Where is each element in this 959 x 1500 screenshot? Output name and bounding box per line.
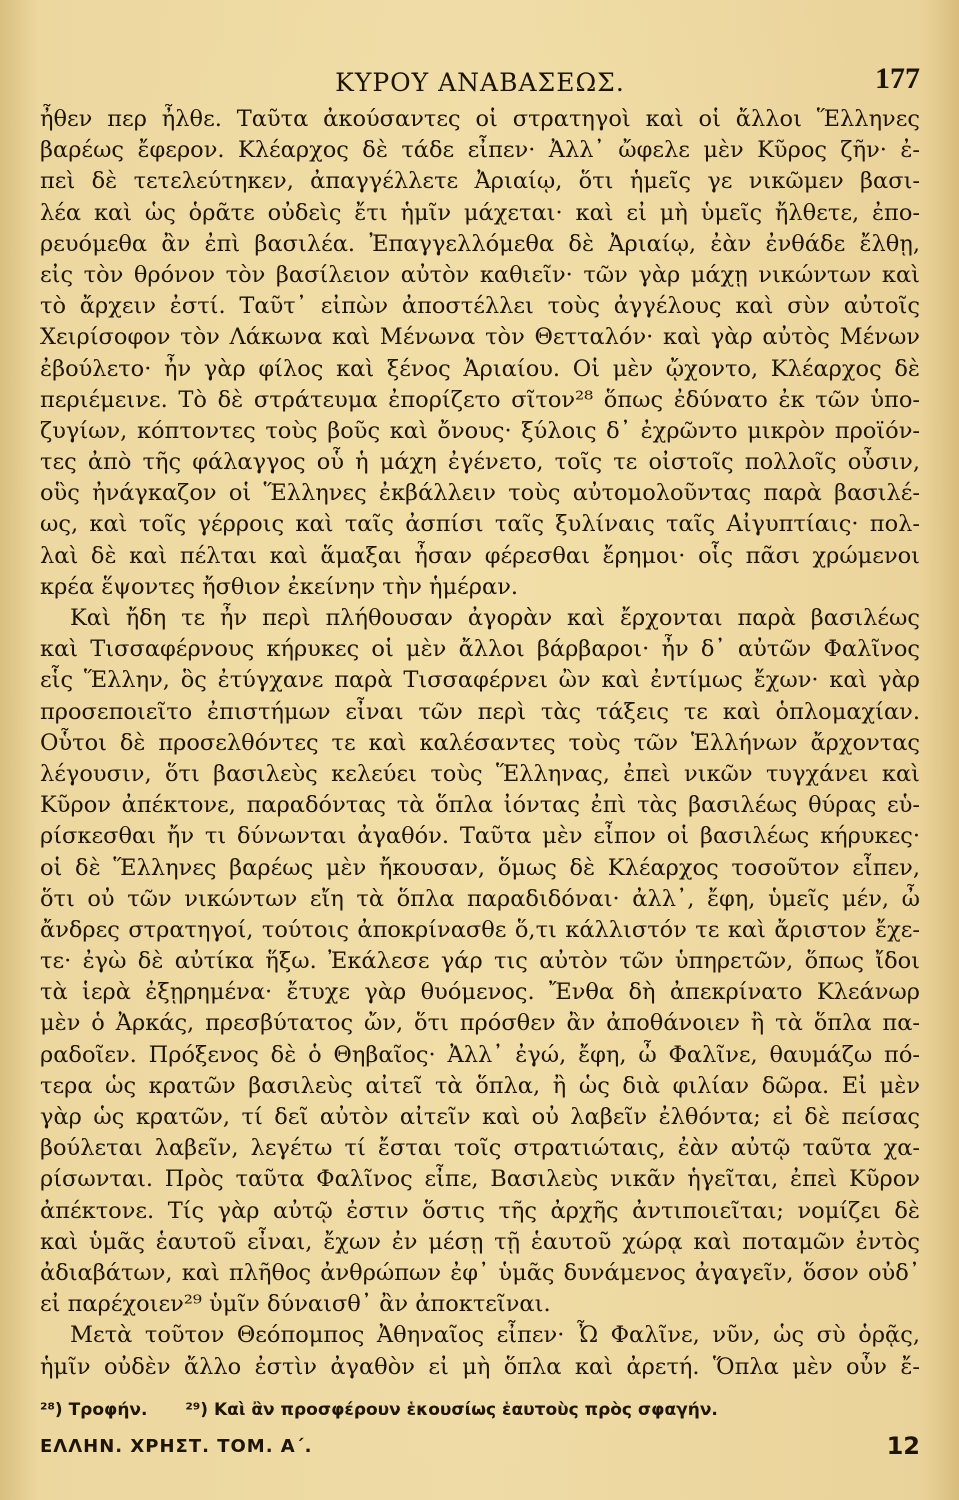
text-line: ἀπέκτονε. Τίς γὰρ αὐτῷ ἐστιν ὅστις τῆς ἀρχῆς ἀντιποιεῖται; νομίζει δὲ (40, 1197, 920, 1224)
running-title: ΚΥΡΟΥ ΑΝΑΒΑΣΕΩΣ. (335, 68, 625, 97)
printer-signature: ΕΛΛΗΝ. ΧΡΗΣΤ. ΤΟΜ. Α΄. (40, 1436, 313, 1457)
text-line: λαὶ δὲ καὶ πέλται καὶ ἅμαξαι ἦσαν φέρεσθαι ἔρημοι· οἷς πᾶσι χρώμενοι (40, 542, 920, 569)
text-line: τὸ ἄρχειν ἐστί. Ταῦτ᾽ εἰπὼν ἀποστέλλει τοὺς ἀγγέλους καὶ σὺν αὐτοῖς (40, 293, 920, 320)
footnote: ²⁸) Τροφήν. (40, 1400, 148, 1420)
text-line: ὅτι οὐ τῶν νικώντων εἴη τὰ ὅπλα παραδιδόναι· ἀλλ᾽, ἔφη, ὑμεῖς μέν, ὦ (40, 885, 920, 912)
page-number: 177 (875, 62, 920, 95)
text-line: τὰ ἱερὰ ἐξῃρημένα· ἔτυχε γὰρ θυόμενος. Ἔνθα δὴ ἀπεκρίνατο Κλεάνωρ (40, 979, 920, 1006)
sheet-number: 12 (886, 1432, 920, 1460)
text-line: προσεποιεῖτο ἐπιστήμων εἶναι τῶν περὶ τὰς τάξεις τε καὶ ὁπλομαχίαν. (40, 698, 920, 725)
text-line: Καὶ ἤδη τε ἦν περὶ πλήθουσαν ἀγορὰν καὶ ἔρχονται παρὰ βασιλέως (70, 605, 920, 631)
text-line: κρέα ἕψοντες ἤσθιον ἐκείνην τὴν ἡμέραν. (40, 573, 519, 600)
text-line: ρίσκεσθαι ἤν τι δύνωνται ἀγαθόν. Ταῦτα μὲν εἶπον οἱ βασιλέως κήρυκες· (40, 823, 920, 850)
text-line: ως, καὶ τοῖς γέρροις καὶ ταῖς ἀσπίσι ταῖς ξυλίναις ταῖς Αἰγυπτίαις· πολ- (40, 511, 920, 538)
text-line: τες ἀπὸ τῆς φάλαγγος οὗ ἡ μάχη ἐγένετο, τοῖς τε οἰστοῖς πολλοῖς οὖσιν, (40, 449, 920, 476)
text-line: εἰ παρέχοιεν²⁹ ὑμῖν δύναισθ᾽ ἂν ἀποκτεῖναι. (40, 1291, 551, 1318)
text-line: καὶ Τισσαφέρνους κήρυκες οἱ μὲν ἄλλοι βάρβαροι· ἦν δ᾽ αὐτῶν Φαλῖνος (40, 636, 920, 663)
footnote: ²⁹) Καὶ ἂν προσφέρουν ἑκουσίως ἑαυτοὺς πρὸς σφαγήν. (185, 1400, 718, 1420)
text-line: ἀδιαβάτων, καὶ πλῆθος ἀνθρώπων ἐφ᾽ ὑμᾶς δυνάμενος ἀγαγεῖν, ὅσον οὐδ᾽ (40, 1259, 920, 1286)
text-line: περιέμεινε. Τὸ δὲ στράτευμα ἐπορίζετο σῖτον²⁸ ὅπως ἐδύνατο ἐκ τῶν ὑπο- (40, 386, 920, 413)
text-line: ζυγίων, κόπτοντες τοὺς βοῦς καὶ ὄνους· ξύλοις δ᾽ ἐχρῶντο μικρὸν προϊόν- (40, 417, 920, 444)
text-line: καὶ ὑμᾶς ἑαυτοῦ εἶναι, ἔχων ἐν μέσῃ τῇ ἑαυτοῦ χώρᾳ καὶ ποταμῶν ἐντὸς (40, 1228, 920, 1255)
text-line: λέα καὶ ὡς ὁρᾶτε οὐδεὶς ἔτι ἡμῖν μάχεται· καὶ εἰ μὴ ὑμεῖς ἤλθετε, ἐπο- (40, 199, 920, 226)
page-header (40, 62, 920, 102)
text-line: εἷς Ἕλλην, ὃς ἐτύγχανε παρὰ Τισσαφέρνει ὢν καὶ ἐντίμως ἔχων· καὶ γὰρ (40, 667, 920, 694)
text-line: ἄνδρες στρατηγοί, τούτοις ἀποκρίνασθε ὅ,τι κάλλιστόν τε καὶ ἄριστον ἔχε- (40, 916, 920, 943)
text-line: πεὶ δὲ τετελεύτηκεν, ἀπαγγέλλετε Ἀριαίῳ, ὅτι ἡμεῖς γε νικῶμεν βασι- (40, 168, 920, 195)
text-line: λέγουσιν, ὅτι βασιλεὺς κελεύει τοὺς Ἕλληνας, ἐπεὶ νικῶν τυγχάνει καὶ (40, 760, 920, 787)
text-line: οὓς ἠνάγκαζον οἱ Ἕλληνες ἐκβάλλειν τοὺς αὐτομολοῦντας παρὰ βασιλέ- (40, 480, 920, 507)
text-line: βούλεται λαβεῖν, λεγέτω τί ἔσται τοῖς στρατιώταις, ἐὰν αὐτῷ ταῦτα χα- (40, 1135, 920, 1162)
text-line: Μετὰ τοῦτον Θεόπομπος Ἀθηναῖος εἶπεν· Ὦ Φαλῖνε, νῦν, ὡς σὺ ὁρᾷς, (70, 1322, 920, 1349)
text-line: τερα ὡς κρατῶν βασιλεὺς αἰτεῖ τὰ ὅπλα, ἢ ὡς διὰ φιλίαν δῶρα. Εἰ μὲν (40, 1072, 920, 1099)
text-line: Οὗτοι δὲ προσελθόντες τε καὶ καλέσαντες τοὺς τῶν Ἑλλήνων ἄρχοντας (40, 729, 920, 756)
text-line: γὰρ ὡς κρατῶν, τί δεῖ αὐτὸν αἰτεῖν καὶ οὐ λαβεῖν ἐλθόντα; εἰ δὲ πείσας (40, 1104, 920, 1130)
footnotes (40, 1400, 920, 1420)
body-text (40, 104, 920, 1383)
text-line: οἱ δὲ Ἕλληνες βαρέως μὲν ἤκουσαν, ὅμως δὲ Κλέαρχος τοσοῦτον εἶπεν, (40, 854, 920, 881)
text-line: Χειρίσοφον τὸν Λάκωνα καὶ Μένωνα τὸν Θετταλόν· καὶ γὰρ αὐτὸς Μένων (40, 324, 920, 351)
text-line: ἐβούλετο· ἦν γὰρ φίλος καὶ ξένος Ἀριαίου. Οἱ μὲν ᾤχοντο, Κλέαρχος δὲ (40, 355, 920, 382)
text-line: βαρέως ἔφερον. Κλέαρχος δὲ τάδε εἶπεν· Ἀλλ᾽ ὤφελε μὲν Κῦρος ζῆν· ἐ- (40, 137, 920, 164)
text-line: ἡμῖν οὐδὲν ἄλλο ἐστὶν ἀγαθὸν εἰ μὴ ὅπλα καὶ ἀρετή. Ὅπλα μὲν οὖν ἔ- (40, 1353, 920, 1380)
page-footer (40, 1432, 920, 1462)
text-line: ἦθεν περ ἦλθε. Ταῦτα ἀκούσαντες οἱ στρατηγοὶ καὶ οἱ ἄλλοι Ἕλληνες (40, 106, 920, 132)
text-line: ραδοῖεν. Πρόξενος δὲ ὁ Θηβαῖος· Ἀλλ᾽ ἐγώ, ἔφη, ὦ Φαλῖνε, θαυμάζω πό- (40, 1041, 920, 1068)
text-line: ρευόμεθα ἂν ἐπὶ βασιλέα. Ἐπαγγελλόμεθα δὲ Ἀριαίῳ, ἐὰν ἐνθάδε ἔλθῃ, (40, 230, 920, 257)
text-line: μὲν ὁ Ἀρκάς, πρεσβύτατος ὤν, ὅτι πρόσθεν ἂν ἀποθάνοιεν ἢ τὰ ὅπλα πα- (40, 1010, 920, 1037)
text-line: ρίσωνται. Πρὸς ταῦτα Φαλῖνος εἶπε, Βασιλεὺς νικᾶν ἡγεῖται, ἐπεὶ Κῦρον (40, 1166, 920, 1193)
text-line: εἰς τὸν θρόνον τὸν βασίλειον αὐτὸν καθιεῖν· τῶν γὰρ μάχῃ νικώντων καὶ (40, 261, 920, 288)
text-line: τε· ἐγὼ δὲ αὐτίκα ἥξω. Ἐκάλεσε γάρ τις αὐτὸν τῶν ὑπηρετῶν, ὅπως ἴδοι (40, 948, 920, 975)
text-line: Κῦρον ἀπέκτονε, παραδόντας τὰ ὅπλα ἰόντας ἐπὶ τὰς βασιλέως θύρας εὑ- (40, 792, 920, 819)
